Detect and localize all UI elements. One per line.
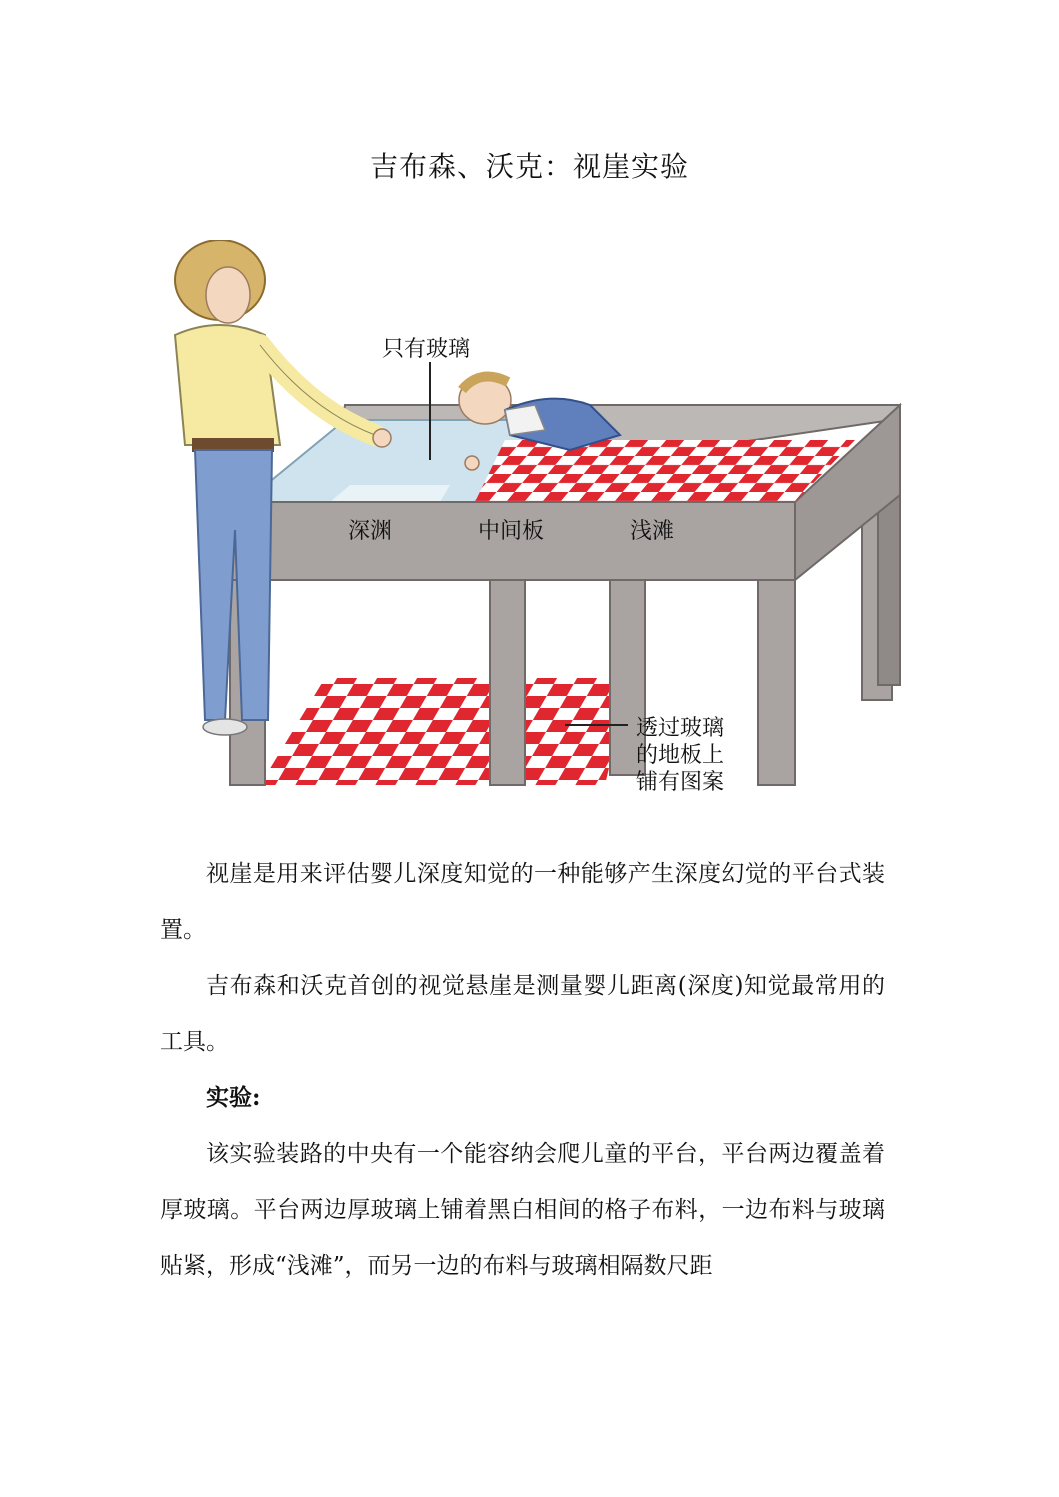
label-shallow: 浅滩 bbox=[630, 519, 675, 544]
label-floor-3: 铺有图案 bbox=[636, 770, 725, 795]
label-middle-board: 中间板 bbox=[478, 519, 545, 544]
paragraph: 视崖是用来评估婴儿深度知觉的一种能够产生深度幻觉的平台式装置。 bbox=[160, 861, 885, 943]
label-floor-1: 透过玻璃 bbox=[636, 716, 725, 741]
section-heading: 实验: bbox=[206, 1084, 261, 1111]
paragraph: 该实验装路的中央有一个能容纳会爬儿童的平台，平台两边覆盖着厚玻璃。平台两边厚玻璃上铺着黑白相间的格子布料，一边布料与玻璃贴紧，形成“浅滩”，而另一边的布料与玻璃相隔数尺距 bbox=[160, 1141, 885, 1279]
label-glass-only: 只有玻璃 bbox=[382, 337, 471, 362]
shallow-pattern bbox=[475, 440, 855, 502]
page-title: 吉布森、沃克：视崖实验 bbox=[369, 150, 689, 183]
label-floor-2: 的地板上 bbox=[636, 743, 725, 768]
paragraph: 吉布森和沃克首创的视觉悬崖是测量婴儿距离(深度)知觉最常用的工具。 bbox=[160, 973, 885, 1055]
document-body bbox=[160, 846, 885, 1294]
visual-cliff-illustration bbox=[150, 240, 910, 810]
table-leg bbox=[758, 580, 795, 785]
floor-pattern bbox=[260, 678, 630, 785]
label-deep: 深渊 bbox=[348, 519, 393, 544]
table-leg bbox=[490, 580, 525, 785]
